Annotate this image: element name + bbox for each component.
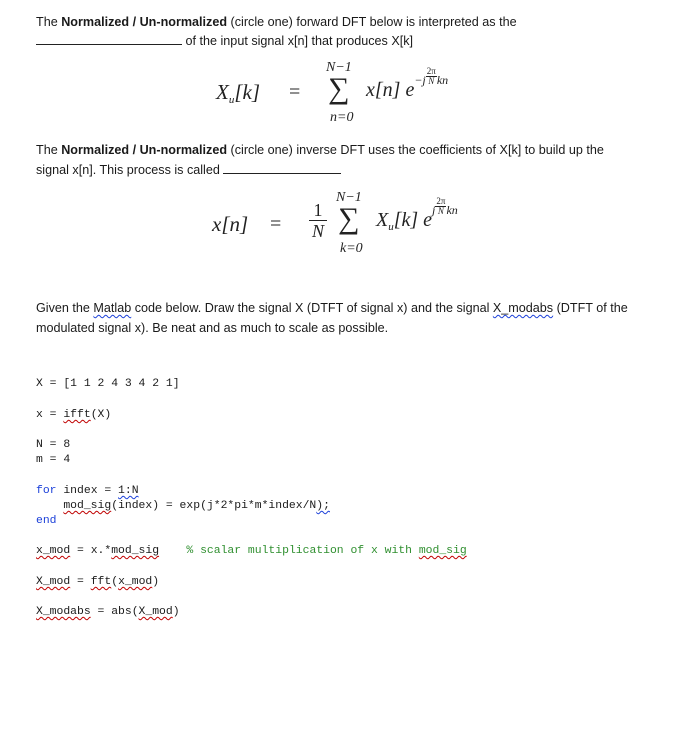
question-3-line-2: modulated signal x). Be neat and as much to scale as possible.: [36, 321, 389, 335]
eq1-term: x[n] $e^{-j \frac{2\pi}{N} kn}$: [366, 66, 449, 101]
q1-rest: (circle one) forward DFT below is interpreted as the: [227, 15, 517, 29]
x-modabs-word: X_modabs: [492, 301, 554, 315]
code-line-1: X = [1 1 2 4 3 4 2 1]: [36, 378, 180, 390]
code-line-3: N = 8: [36, 439, 71, 451]
eq2-term: $X_u[k]$ $e^{j \frac{2\pi}{N} kn}$: [376, 196, 458, 233]
answer-blank-1[interactable]: [36, 32, 182, 45]
question-3-line-1: Given the Matlab code below. Draw the signal X (DTFT of signal x) and the signal X_modabs (DTFT of the: [36, 301, 628, 315]
code-line-6: mod_sig(index) = exp(j*2*pi*m*index/N);: [63, 500, 330, 512]
eq1-lhs: Xu[k]: [216, 80, 260, 106]
q1-bold: Normalized / Un-normalized: [61, 15, 228, 29]
eq1-sigma: ∑: [328, 72, 350, 105]
code-line-9: X_mod = fft(x_mod): [36, 576, 160, 588]
inverse-dft-equation: [0, 190, 694, 262]
eq2-lhs: x[n]: [212, 212, 249, 236]
eq1-upper-limit: N−1: [326, 60, 352, 75]
eq2-fraction: 1 N: [309, 200, 327, 241]
question-1-line-2: [36, 31, 413, 51]
q1-prefix: The: [36, 15, 62, 29]
question-2-line-2: signal x[n]. This process is called: [36, 160, 341, 180]
code-line-5: for index = 1:N: [36, 485, 139, 497]
question-1-line-1: [36, 12, 517, 32]
eq2-upper-limit: N−1: [336, 190, 362, 205]
answer-blank-2[interactable]: [223, 161, 341, 174]
eq1-equals: =: [289, 81, 301, 103]
eq2-lower-limit: k=0: [340, 241, 363, 256]
code-line-4: m = 4: [36, 454, 71, 466]
matlab-word: Matlab: [93, 301, 132, 315]
eq2-equals: =: [270, 213, 282, 235]
question-2-line-1: The Normalized / Un-normalized (circle one) inverse DFT uses the coefficients of X[k] to build up the: [36, 143, 604, 157]
code-line-10: X_modabs = abs(X_mod): [36, 606, 180, 618]
forward-dft-equation: [0, 58, 694, 128]
eq2-sigma: ∑: [338, 202, 360, 235]
code-line-7: end: [36, 515, 57, 527]
eq1-lower-limit: n=0: [330, 110, 354, 125]
code-line-2: x = ifft(X): [36, 409, 112, 421]
code-line-8: x_mod = x.*mod_sig % scalar multiplication of x with mod_sig: [36, 545, 467, 557]
q1-line2: of the input signal x[n] that produces X[k]: [185, 34, 414, 48]
